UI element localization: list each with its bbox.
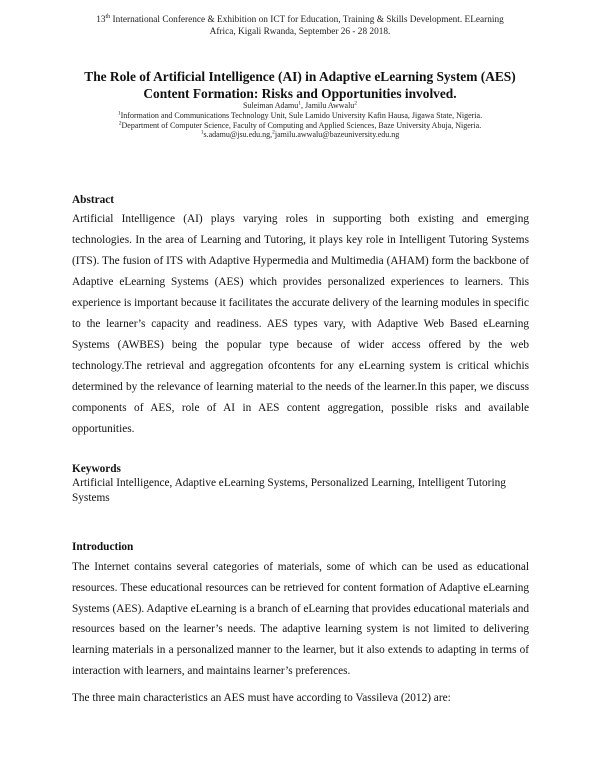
email-1: s.adamu@jsu.edu.ng, [203,130,273,140]
author-2-marker: 2 [354,100,358,107]
author-emails [40,130,560,140]
keywords-body: Artificial Intelligence, Adaptive eLearning Systems, Personalized Learning, Intelligent Tutoring Systems [72,477,506,504]
conference-header-line-2: Africa, Kigali Rwanda, September 26 - 28 2018. [209,27,391,37]
affiliation-1-text: Information and Communications Technology Unit, Sule Lamido University Kafin Hausa, Jigawa State, Nigeria. [120,110,483,120]
affiliation-2-marker: 2 [118,119,122,126]
affiliation-2 [40,121,560,131]
paper-title-line-1: The Role of Artificial Intelligence (AI) in Adaptive eLearning System (AES) [84,69,516,84]
author-2: Jamilu Awwalu [305,101,355,110]
abstract-body: Artificial Intelligence (AI) plays varying roles in supporting both existing and emerging technologies. In the area of Learning and Tutoring, it plays key role in Intelligent Tutoring Systems (ITS). The fusion of ITS with Adaptive Hypermedia and Multimedia (AHAM) form the backbone of Adaptive eLearning Systems (AES) which provides personalized experiences to learners. This experience is important because it facilitates the accurate delivery of the learning modules in specific to the learner’s capacity and readiness. AES types vary, with Adaptive Web Based eLearning Systems (AWBES) being the popular type because of wider access offered by the web technology.The retrieval and aggregation ofcontents for any eLearning system is critical whichis determined by the relevance of learning material to the needs of the learner.In this paper, we discuss components of AES, role of AI in AES content aggregation, possible risks and available opportunities. [72,213,529,435]
keywords-heading: Keywords [72,463,121,475]
author-block [40,101,560,140]
email-2: jamilu.awwalu@bazeuniversity.edu.ng [274,130,400,140]
author-separator: , [301,101,306,110]
email-1-marker: 1 [200,129,204,136]
email-2-marker: 2 [272,129,275,136]
paper-title-line-2: Content Formation: Risks and Opportunities involved. [143,86,457,101]
affiliation-2-text: Department of Computer Science, Faculty of Computing and Applied Sciences, Baze University Abuja, Nigeria. [121,120,482,130]
abstract-heading: Abstract [72,194,115,206]
conference-ordinal: 13 [96,15,106,25]
affiliation-1-marker: 1 [117,110,121,117]
conference-header-line-1 [60,14,540,26]
author-1-marker: 1 [298,100,302,107]
introduction-body: The Internet contains several categories of materials, some of which can be used as educational resources. These educational resources can be retrieved for content formation of Adaptive eLearning Systems (AES). Adaptive eLearning is a branch of eLearning that provides educational materials and resources based on the learner’s needs. The adaptive learning system is not limited to delivering learning materials in a personalized manner to the learner, but it also extends to adapting in terms of interaction with learners, and maintains learner’s preferences. [72,561,529,677]
introduction-heading: Introduction [72,541,134,553]
conference-name: International Conference & Exhibition on ICT for Education, Training & Skills Development. ELearning [112,15,504,25]
paper-title [40,68,560,102]
introduction-followup: The three main characteristics an AES must have according to Vassileva (2012) are: [72,692,451,704]
conference-ordinal-suffix: th [105,13,111,20]
author-1: Suleiman Adamu [242,101,299,110]
conference-header [60,14,540,38]
